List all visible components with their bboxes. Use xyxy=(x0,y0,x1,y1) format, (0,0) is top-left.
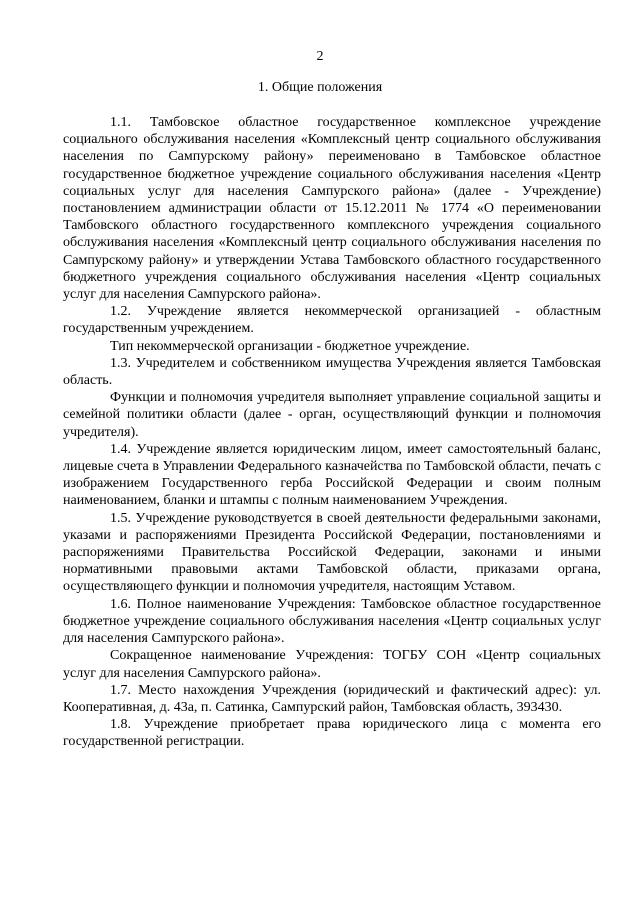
paragraph-1-7: 1.7. Место нахождения Учреждения (юридический и фактический адрес): ул. Кооперативная, д. 43а, п. Сатинка, Сампурский район, Тамбовская область, 393430. xyxy=(63,682,601,715)
paragraph-1-5: 1.5. Учреждение руководствуется в своей деятельности федеральными законами, указами и распоряжениями Президента Российской Федерации, постановлениями и распоряжениями Правительства Российской Федерации, законами и иными нормативными правовыми актами Тамбовской области, приказами органа, осуществляющего функции и полномочия учредителя, настоящим Уставом. xyxy=(63,510,601,595)
page-number: 2 xyxy=(316,49,324,64)
paragraph-type: Тип некоммерческой организации - бюджетное учреждение. xyxy=(110,338,470,354)
paragraph-short-name: Сокращенное наименование Учреждения: ТОГБУ СОН «Центр социальных услуг для населения Сампурского района». xyxy=(63,648,601,681)
paragraph-functions: Функции и полномочия учредителя выполняет управление социальной защиты и семейной политики области (далее - орган, осуществляющий функции и полномочия учредителя). xyxy=(63,390,601,440)
document-body xyxy=(63,114,601,751)
paragraph-1-1: 1.1. Тамбовское областное государственное комплексное учреждение социального обслуживания населения «Комплексный центр социального обслуживания населения по Сампурскому району» переименовано в Тамбовское областное государственное бюджетное учреждение социального обслуживания населения «Центр социальных услуг для населения Сампурского района» (далее - Учреждение) постановлением администрации области от 15.12.2011 № 1774 «О переименовании Тамбовского областного государственного комплексного учреждения социального обслуживания населения «Комплексный центр социального обслуживания населения по Сампурскому району» и утверждении Устава Тамбовского областного государственного бюджетного учреждения социального обслуживания населения «Центр социальных услуг для населения Сампурского района». xyxy=(63,115,601,303)
paragraph-1-6: 1.6. Полное наименование Учреждения: Тамбовское областное государственное бюджетное учреждение социального обслуживания населения «Центр социальных услуг для населения Сампурского района». xyxy=(63,596,601,647)
section-title: 1. Общие положения xyxy=(257,80,383,95)
paragraph-1-3: 1.3. Учредителем и собственником имущества Учреждения является Тамбовская область. xyxy=(63,355,601,389)
paragraph-1-2: 1.2. Учреждение является некоммерческой организацией - областным государственным учреждением. xyxy=(63,304,601,337)
paragraph-1-4: 1.4. Учреждение является юридическим лицом, имеет самостоятельный баланс, лицевые счета в Управлении Федерального казначейства по Тамбовской области, печать с изображением Государственного герба Российской Федерации и своим полным наименованием, бланки и штампы с полным наименованием Учреждения. xyxy=(63,441,601,509)
paragraph-1-8: 1.8. Учреждение приобретает права юридического лица с момента его государственной регистрации. xyxy=(63,717,601,750)
